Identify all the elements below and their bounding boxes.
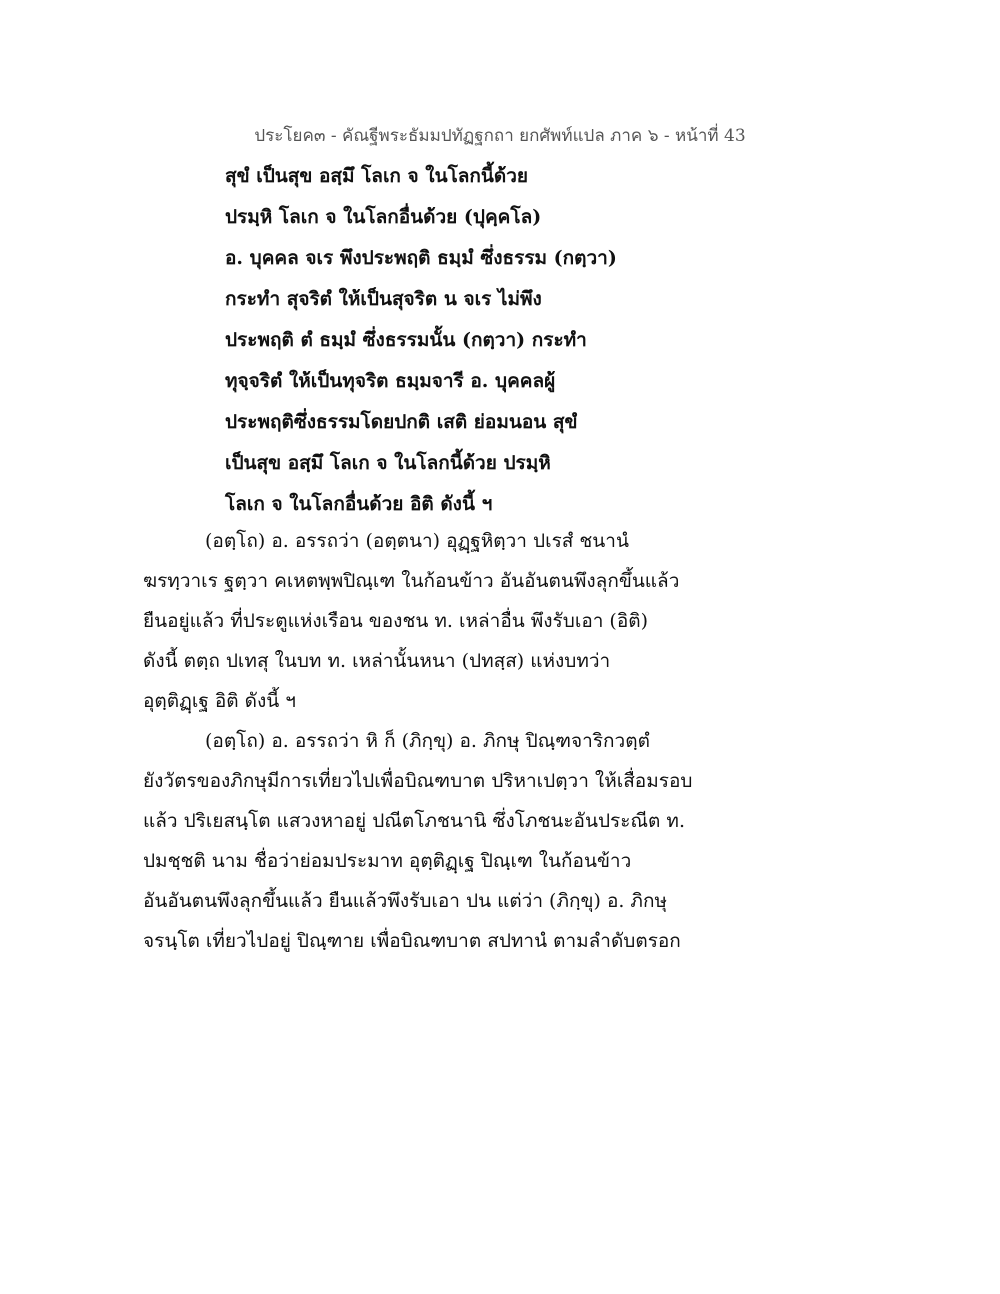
page-header: ประโยค๓ - คัณฐีพระธัมมปทัฏฐกถา ยกศัพท์แปล ภาค ๖ - หน้าที่ 43 xyxy=(254,126,746,146)
verse-line: ประพฤติซึ่งธรรมโดยปกติ เสติ ย่อมนอน สุขํ xyxy=(225,411,578,433)
verse-line: ประพฤติ ตํ ธมฺมํ ซึ่งธรรมนั้น (กตฺวา) กระทำ xyxy=(225,329,587,351)
paragraph-line: ดังนี้ ตตฺถ ปเทสุ ในบท ท. เหล่านั้นหนา (ปทสฺส) แห่งบทว่า xyxy=(143,650,611,672)
paragraph-line: ฆรทฺวาเร ฐตฺวา คเหตพฺพปิณฺเฑ ในก้อนข้าว อันอันตนพึงลุกขึ้นแล้ว xyxy=(143,570,680,592)
verse-line: อ. บุคคล จเร พึงประพฤติ ธมฺมํ ซึ่งธรรม (กตฺวา) xyxy=(225,247,617,269)
paragraph-line: (อตฺโถ) อ. อรรถว่า (อตฺตนา) อุฏฺฐหิตฺวา ปเรสํ ชนานํ xyxy=(205,530,629,552)
verse-line: เป็นสุข อสฺมึ โลเก จ ในโลกนี้ด้วย ปรมฺหิ xyxy=(225,452,551,474)
paragraph-line: ปมชฺชติ นาม ชื่อว่าย่อมประมาท อุตฺติฏฺเฐ ปิณฺเฑ ในก้อนข้าว xyxy=(143,850,632,872)
paragraph-line: ยืนอยู่แล้ว ที่ประตูแห่งเรือน ของชน ท. เหล่าอื่น พึงรับเอา (อิติ) xyxy=(143,610,649,632)
paragraph-line: แล้ว ปริเยสนฺโต แสวงหาอยู่ ปณีตโภชนานิ ซึ่งโภชนะอันประณีต ท. xyxy=(143,810,685,832)
paragraph-line: อุตฺติฏฺเฐ อิติ ดังนี้ ฯ xyxy=(143,690,296,712)
verse-line: สุขํ เป็นสุข อสฺมึ โลเก จ ในโลกนี้ด้วย xyxy=(225,165,529,187)
verse-line: ปรมฺหิ โลเก จ ในโลกอื่นด้วย (ปุคฺคโล) xyxy=(225,206,542,228)
paragraph-line: (อตฺโถ) อ. อรรถว่า หิ ก็ (ภิกฺขุ) อ. ภิกษุ ปิณฺฑจาริกวตฺตํ xyxy=(205,730,650,752)
paragraph-line: ยังวัตรของภิกษุมีการเที่ยวไปเพื่อบิณฑบาต ปริหาเปตฺวา ให้เสื่อมรอบ xyxy=(143,770,693,792)
verse-line: กระทำ สุจริตํ ให้เป็นสุจริต น จเร ไม่พึง xyxy=(225,288,542,310)
paragraph-line: จรนฺโต เที่ยวไปอยู่ ปิณฺฑาย เพื่อบิณฑบาต สปทานํ ตามลำดับตรอก xyxy=(143,930,681,952)
paragraph-line: อันอันตนพึงลุกขึ้นแล้ว ยืนแล้วพึงรับเอา ปน แต่ว่า (ภิกฺขุ) อ. ภิกษุ xyxy=(143,890,667,912)
verse-line: โลเก จ ในโลกอื่นด้วย อิติ ดังนี้ ฯ xyxy=(225,493,493,515)
verse-line: ทุจฺจริตํ ให้เป็นทุจริต ธมฺมจารี อ. บุคคลผู้ xyxy=(225,370,556,392)
